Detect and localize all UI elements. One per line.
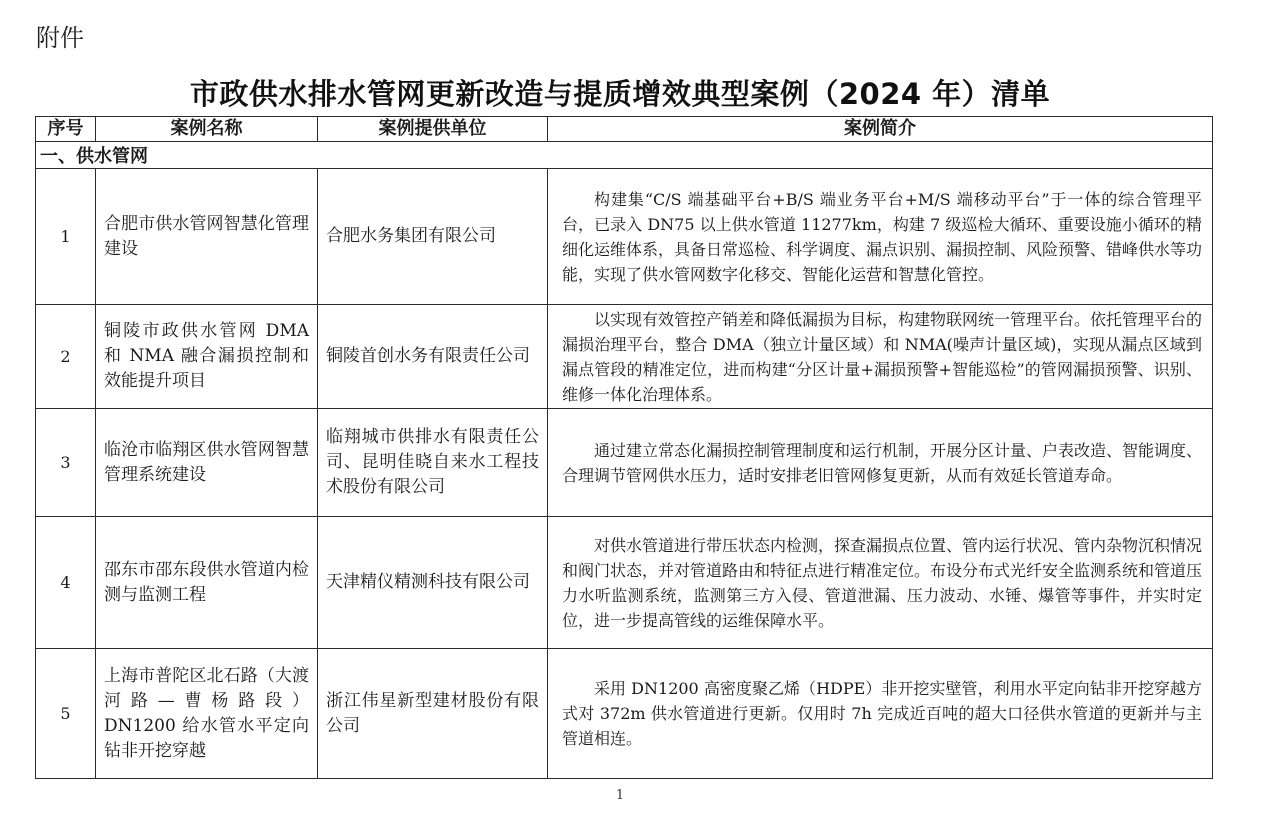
- header-desc: 案例简介: [548, 117, 1213, 142]
- table-row: [36, 517, 1213, 649]
- row-unit: 天津精仪精测科技有限公司: [318, 517, 548, 649]
- table-row: [36, 169, 1213, 305]
- row-desc: [548, 305, 1213, 409]
- table-row: [36, 649, 1213, 779]
- row-no: 2: [36, 305, 96, 409]
- table-row: [36, 305, 1213, 409]
- header-no: 序号: [36, 117, 96, 142]
- row-desc-text: 以实现有效管控产销差和降低漏损为目标，构建物联网统一管理平台。依托管理平台的漏损治理平台，整合 DMA（独立计量区域）和 NMA(噪声计量区域)，实现从漏点区域到漏点管段的精准定位，进而构建“分区计量+漏损预警+智能巡检”的管网漏损预警、识别、维修一体化治理体系。: [562, 309, 1203, 404]
- row-desc: [548, 409, 1213, 517]
- table-row: [36, 409, 1213, 517]
- attachment-label: 附件: [36, 24, 84, 52]
- row-unit: 临翔城市供排水有限责任公司、昆明佳晓自来水工程技术股份有限公司: [318, 409, 548, 517]
- row-name: 临沧市临翔区供水管网智慧管理系统建设: [96, 409, 318, 517]
- table-header-row: [36, 117, 1213, 142]
- section-row: [36, 142, 1213, 169]
- row-no: 4: [36, 517, 96, 649]
- row-name: 邵东市邵东段供水管道内检测与监测工程: [96, 517, 318, 649]
- row-desc: [548, 517, 1213, 649]
- row-desc-text: 对供水管道进行带压状态内检测，探查漏损点位置、管内运行状况、管内杂物沉积情况和阀门状态，并对管道路由和特征点进行精准定位。布设分布式光纤安全监测系统和管道压力水听监测系统，监测第三方入侵、管道泄漏、压力波动、水锤、爆管等事件，并实时定位，进一步提高管线的运维保障水平。: [562, 535, 1203, 630]
- row-desc: [548, 649, 1213, 779]
- header-name: 案例名称: [96, 117, 318, 142]
- row-unit: 浙江伟星新型建材股份有限公司: [318, 649, 548, 779]
- row-desc-text: 构建集“C/S 端基础平台+B/S 端业务平台+M/S 端移动平台”于一体的综合管理平台，已录入 DN75 以上供水管道 11277km，构建 7 级巡检大循环、重要设施小循环的精细化运维体系，具备日常巡检、科学调度、漏点识别、漏损控制、风险预警、错峰供水等功能，实现了供水管网数字化移交、智能化运营和智慧化管控。: [562, 189, 1203, 284]
- document-title: 市政供水排水管网更新改造与提质增效典型案例（2024 年）清单: [189, 77, 1051, 111]
- row-name: 合肥市供水管网智慧化管理建设: [96, 169, 318, 305]
- row-no: 3: [36, 409, 96, 517]
- header-unit: 案例提供单位: [318, 117, 548, 142]
- row-name: 上海市普陀区北石路（大渡河路—曹杨路段）DN1200 给水管水平定向钻非开挖穿越: [96, 649, 318, 779]
- row-no: 1: [36, 169, 96, 305]
- row-desc-text: 采用 DN1200 高密度聚乙烯（HDPE）非开挖实壁管，利用水平定向钻非开挖穿越方式对 372m 供水管道进行更新。仅用时 7h 完成近百吨的超大口径供水管道的更新并与主管道相连。: [562, 679, 1202, 748]
- row-unit: 铜陵首创水务有限责任公司: [318, 305, 548, 409]
- page-number: 1: [615, 788, 625, 803]
- row-name: 铜陵市政供水管网 DMA 和 NMA 融合漏损控制和效能提升项目: [96, 305, 318, 409]
- section-label: 一、供水管网: [36, 142, 1213, 169]
- row-no: 5: [36, 649, 96, 779]
- row-desc: [548, 169, 1213, 305]
- case-table: [35, 116, 1213, 779]
- row-desc-text: 通过建立常态化漏损控制管理制度和运行机制，开展分区计量、户表改造、智能调度、合理调节管网供水压力，适时安排老旧管网修复更新，从而有效延长管道寿命。: [562, 440, 1203, 485]
- row-unit: 合肥水务集团有限公司: [318, 169, 548, 305]
